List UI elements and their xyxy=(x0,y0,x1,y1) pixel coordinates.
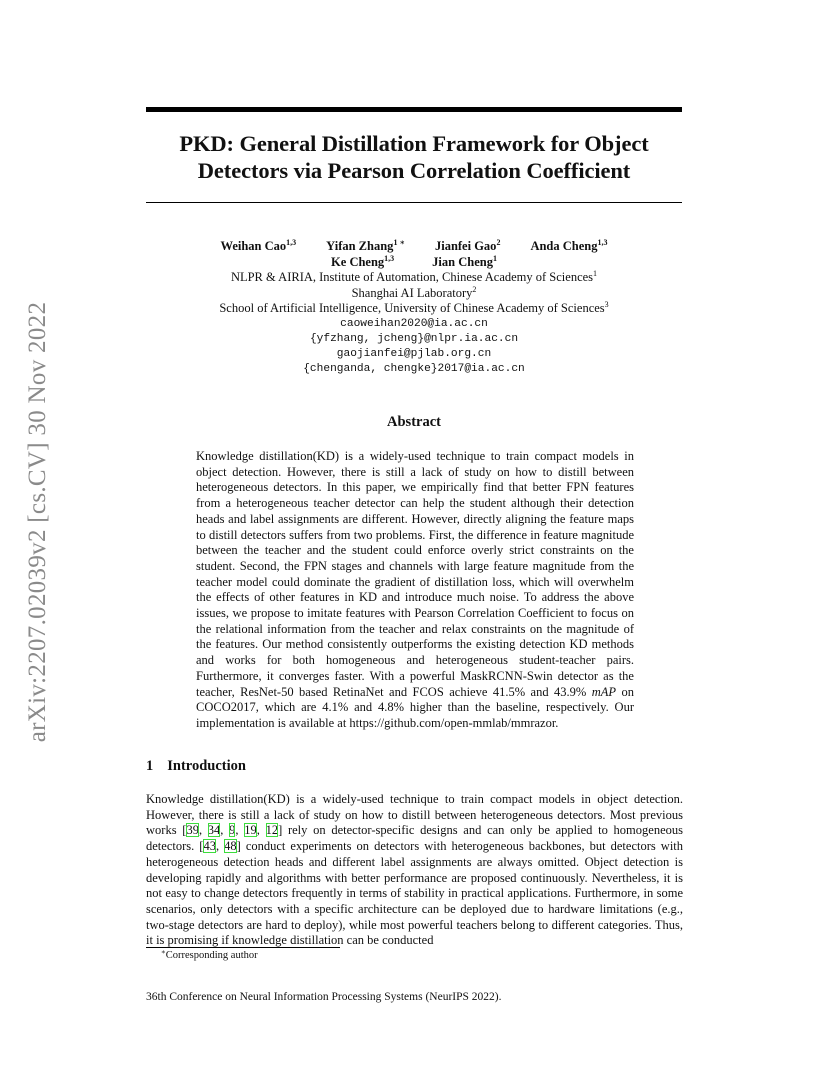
email: {chenganda, chengke}2017@ia.ac.cn xyxy=(303,363,525,376)
title-line-2: Detectors via Pearson Correlation Coefficient xyxy=(197,158,631,183)
email: {yfzhang, jcheng}@nlpr.ia.ac.cn xyxy=(309,332,519,345)
affiliation: NLPR & AIRIA, Institute of Automation, Chinese Academy of Sciences$^1$ xyxy=(230,269,598,284)
citation-link[interactable]: 9 xyxy=(229,823,236,838)
author: Weihan Cao$^{1,3}$ xyxy=(220,238,297,253)
author-row-2 xyxy=(146,254,682,270)
citation-link[interactable]: 19 xyxy=(244,823,257,838)
citation-link[interactable]: 48 xyxy=(224,839,237,854)
title-bottom-rule xyxy=(146,202,682,203)
citation-link[interactable]: 34 xyxy=(207,823,221,838)
title-line-1: PKD: General Distillation Framework for Object xyxy=(179,131,649,156)
email: caoweihan2020@ia.ac.cn xyxy=(340,317,488,330)
author: Jianfei Gao$^2$ xyxy=(434,238,501,253)
author: Jian Cheng$^1$ xyxy=(432,254,497,269)
arxiv-identifier-stamp: arXiv:2207.02039v2 [cs.CV] 30 Nov 2022 xyxy=(24,301,51,743)
section-heading-introduction: 1 Introduction xyxy=(146,758,246,774)
venue-footer: 36th Conference on Neural Information Processing Systems (NeurIPS 2022). xyxy=(146,991,502,1003)
author: Yifan Zhang$^{1 ∗}$ xyxy=(326,238,405,253)
author: Ke Cheng$^{1,3}$ xyxy=(331,254,395,269)
title-top-rule xyxy=(146,107,682,112)
author: Anda Cheng$^{1,3}$ xyxy=(530,238,608,253)
abstract-text: Knowledge distillation(KD) is a widely-used technique to train compact models in object detection. However, there is still a lack of study on how to distill between heterogeneous detectors. In this paper, we empirically find that better FPN features from a heterogeneous teacher detector can help the student although their detection heads and label assignments are different. However, directly aligning the feature maps to distill detectors suffers from two problems. First, the difference in feature magnitude between the teacher and the student could enforce overly strict constraints on the student. Second, the FPN stages and channels with large feature magnitude from the teacher model could dominate the gradient of distillation loss, which will overwhelm the effects of other features in KD and introduce much noise. To address the above issues, we propose to imitate features with Pearson Correlation Coefficient to focus on the relational information from the teacher and relax constraints on the magnitude of the features. Our method consistently outperforms the existing detection KD methods and works for both homogeneous and heterogeneous student-teacher pairs. Furthermore, it converges faster. With a powerful MaskRCNN-Swin detector as the teacher, ResNet-50 based RetinaNet and FCOS achieve 41.5% and 43.9% mAP on COCO2017, which are 4.1% and 4.8% higher than the baseline, respectively. Our implementation is available at https://github.com/open-mmlab/mmrazor. xyxy=(196,449,635,730)
affiliation: School of Artificial Intelligence, University of Chinese Academy of Sciences$^3$ xyxy=(219,300,609,316)
citation-link[interactable]: 12 xyxy=(265,823,279,838)
affiliation: Shanghai AI Laboratory$^2$ xyxy=(351,284,477,300)
email: gaojianfei@pjlab.org.cn xyxy=(336,348,492,361)
citation-link[interactable]: 43 xyxy=(203,839,216,854)
author-row-1 xyxy=(146,238,682,254)
abstract-heading: Abstract xyxy=(387,414,441,430)
author-block xyxy=(146,238,682,378)
footnote-rule xyxy=(146,947,340,948)
footnote: ∗Corresponding author xyxy=(161,948,258,961)
citation-link[interactable]: 39 xyxy=(186,823,199,838)
introduction-paragraph: Knowledge distillation(KD) is a widely-used technique to train compact models in object detection. However, there is still a lack of study on how to distill between heterogeneous detectors. Most previous works [39, 34, 9, 19, 12] rely on detector-specific designs and can only be applied to homogeneous detectors. [43, 48] conduct experiments on detectors with heterogeneous backbones, but detectors with heterogeneous detection heads and different label assignments are always omitted. Object detection is developing rapidly and algorithms with better performance are proposed continuously. Nevertheless, it is not easy to change detectors frequently in terms of stability in practical applications. Furthermore, in some scenarios, only detectors with a specific architecture can be deployed due to hardware limitations (e.g., two-stage detectors are hard to deploy), while most powerful teachers belong to different categories. Thus, it is promising if knowledge distillation can be conducted xyxy=(146,792,684,948)
paper-title xyxy=(146,130,682,184)
map-symbol: mAP xyxy=(591,684,617,699)
